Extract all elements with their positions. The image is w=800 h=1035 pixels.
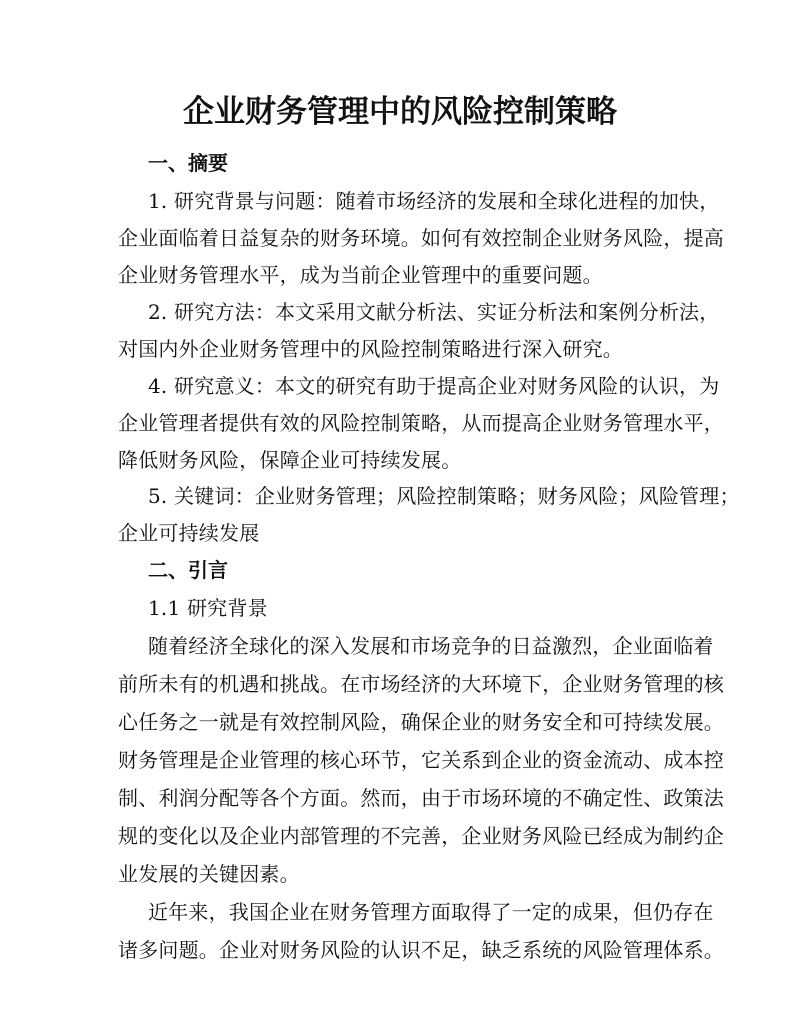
abstract-item-2-line-1: 2. 研究方法：本文采用文献分析法、实证分析法和案例分析法， bbox=[148, 300, 720, 324]
intro-paragraph-2-line-1: 近年来，我国企业在财务管理方面取得了一定的成果，但仍存在 bbox=[148, 900, 714, 924]
abstract-keywords-line-2: 企业可持续发展 bbox=[118, 521, 260, 545]
intro-paragraph-1-line-1: 随着经济全球化的深入发展和市场竞争的日益激烈，企业面临着 bbox=[148, 634, 714, 658]
intro-paragraph-1-line-3: 心任务之一就是有效控制风险，确保企业的财务安全和可持续发展。 bbox=[118, 710, 724, 734]
intro-paragraph-1-line-7: 业发展的关键因素。 bbox=[118, 862, 300, 886]
abstract-item-1-line-1: 1. 研究背景与问题：随着市场经济的发展和全球化进程的加快， bbox=[148, 189, 720, 213]
intro-paragraph-1-line-2: 前所未有的机遇和挑战。在市场经济的大环境下，企业财务管理的核 bbox=[118, 672, 724, 696]
subsection-heading-background: 1.1 研究背景 bbox=[148, 596, 268, 620]
section-heading-introduction: 二、引言 bbox=[148, 558, 228, 582]
abstract-item-3-line-2: 企业管理者提供有效的风险控制策略，从而提高企业财务管理水平， bbox=[118, 411, 724, 435]
abstract-item-3-line-1: 4. 研究意义：本文的研究有助于提高企业对财务风险的认识，为 bbox=[148, 374, 720, 398]
abstract-item-1-line-3: 企业财务管理水平，成为当前企业管理中的重要问题。 bbox=[118, 263, 603, 287]
document-title: 企业财务管理中的风险控制策略 bbox=[183, 94, 617, 130]
section-heading-abstract: 一、摘要 bbox=[148, 151, 228, 175]
intro-paragraph-2-line-2: 诸多问题。企业对财务风险的认识不足，缺乏系统的风险管理体系。 bbox=[118, 938, 724, 962]
abstract-keywords-line-1: 5. 关键词：企业财务管理；风险控制策略；财务风险；风险管理； bbox=[148, 484, 740, 508]
abstract-item-2-line-2: 对国内外企业财务管理中的风险控制策略进行深入研究。 bbox=[118, 337, 623, 361]
intro-paragraph-1-line-6: 规的变化以及企业内部管理的不完善，企业财务风险已经成为制约企 bbox=[118, 824, 724, 848]
intro-paragraph-1-line-4: 财务管理是企业管理的核心环节，它关系到企业的资金流动、成本控 bbox=[118, 748, 724, 772]
abstract-item-3-line-3: 降低财务风险，保障企业可持续发展。 bbox=[118, 448, 462, 472]
intro-paragraph-1-line-5: 制、利润分配等各个方面。然而，由于市场环境的不确定性、政策法 bbox=[118, 786, 724, 810]
abstract-item-1-line-2: 企业面临着日益复杂的财务环境。如何有效控制企业财务风险，提高 bbox=[118, 226, 724, 250]
